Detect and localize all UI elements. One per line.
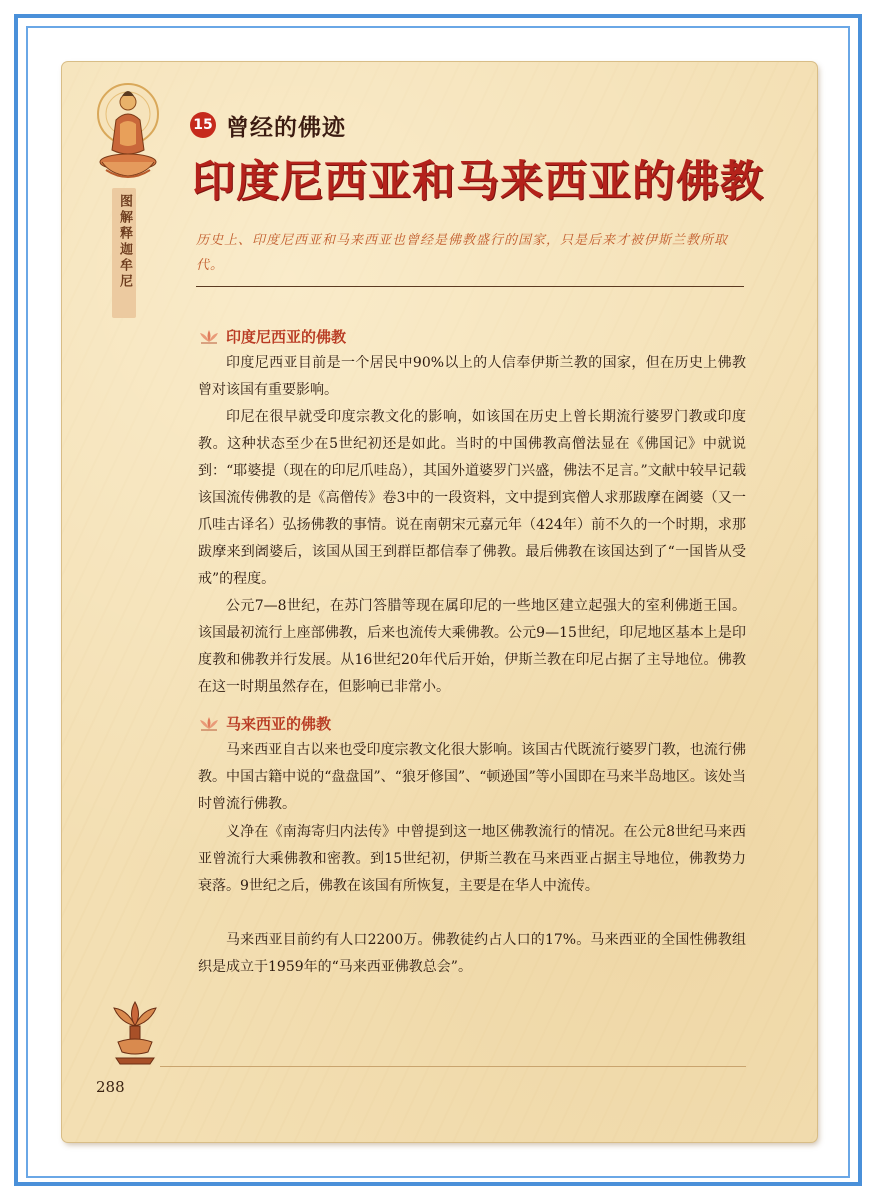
- page-number: 288: [96, 1078, 125, 1096]
- section-heading: [198, 711, 331, 735]
- chapter-number-badge: 15: [190, 112, 216, 138]
- buddha-icon: [90, 80, 166, 190]
- paragraph: 马来西亚自古以来也受印度宗教文化很大影响。该国古代既流行婆罗门教，也流行佛教。中国古籍中说的“盘盘国”、“狼牙修国”、“顿逊国”等小国即在马来半岛地区。该处当时曾流行佛教。: [198, 742, 746, 812]
- section-title: 马来西亚的佛教: [226, 714, 332, 733]
- lotus-ornament-icon: [110, 996, 160, 1066]
- chapter-title: 曾经的佛迹: [226, 114, 346, 141]
- footer-divider: [160, 1066, 746, 1067]
- paragraph: 马来西亚目前约有人口2200万。佛教徒约占人口的17%。马来西亚的全国性佛教组织是成立于1959年的“马来西亚佛教总会”。: [198, 932, 746, 975]
- chapter-header: [190, 110, 346, 140]
- paragraph: 公元7—8世纪，在苏门答腊等现在属印尼的一些地区建立起强大的室利佛逝王国。该国最初流行上座部佛教，后来也流传大乘佛教。公元9—15世纪，印尼地区基本上是印度教和佛教并行发展。从16世纪20年代后开始，伊斯兰教在印尼占据了主导地位。佛教在这一时期虽然存在，但影响已非常小。: [198, 598, 746, 695]
- paragraph: 印尼在很早就受印度宗教文化的影响，如该国在历史上曾长期流行婆罗门教或印度教。这种状态至少在5世纪初还是如此。当时的中国佛教高僧法显在《佛国记》中就说到：“耶婆提（现在的印尼爪哇岛），其国外道婆罗门兴盛，佛法不足言。”文献中较早记载该国流传佛教的是《高僧传》卷3中的一段资料，文中提到宾僧人求那跋摩在阇婆（又一爪哇古译名）弘扬佛教的事情。说在南朝宋元嘉元年（424年）前不久的一个时期，求那跋摩来到阇婆后，该国从国王到群臣都信奉了佛教。最后佛教在该国达到了“一国皆从受戒”的程度。: [198, 409, 746, 587]
- header-divider: [196, 286, 744, 287]
- side-label: 图解释迦牟尼: [117, 194, 132, 290]
- section-heading: [198, 324, 346, 348]
- intro-text: 历史上、印度尼西亚和马来西亚也曾经是佛教盛行的国家，只是后来才被伊斯兰教所取代。: [196, 233, 729, 273]
- section-title: 印度尼西亚的佛教: [226, 327, 347, 346]
- lotus-icon: [198, 715, 220, 731]
- lotus-icon: [198, 328, 220, 344]
- paragraph: 印度尼西亚目前是一个居民中90%以上的人信奉伊斯兰教的国家，但在历史上佛教曾对该国有重要影响。: [198, 355, 746, 398]
- paragraph: 义净在《南海寄归内法传》中曾提到这一地区佛教流行的情况。在公元8世纪马来西亚曾流行大乘佛教和密教。到15世纪初，伊斯兰教在马来西亚占据主导地位，佛教势力衰落。9世纪之后，佛教在该国有所恢复，主要是在华人中流传。: [198, 824, 746, 894]
- page-title: 印度尼西亚和马来西亚的佛教: [192, 157, 764, 207]
